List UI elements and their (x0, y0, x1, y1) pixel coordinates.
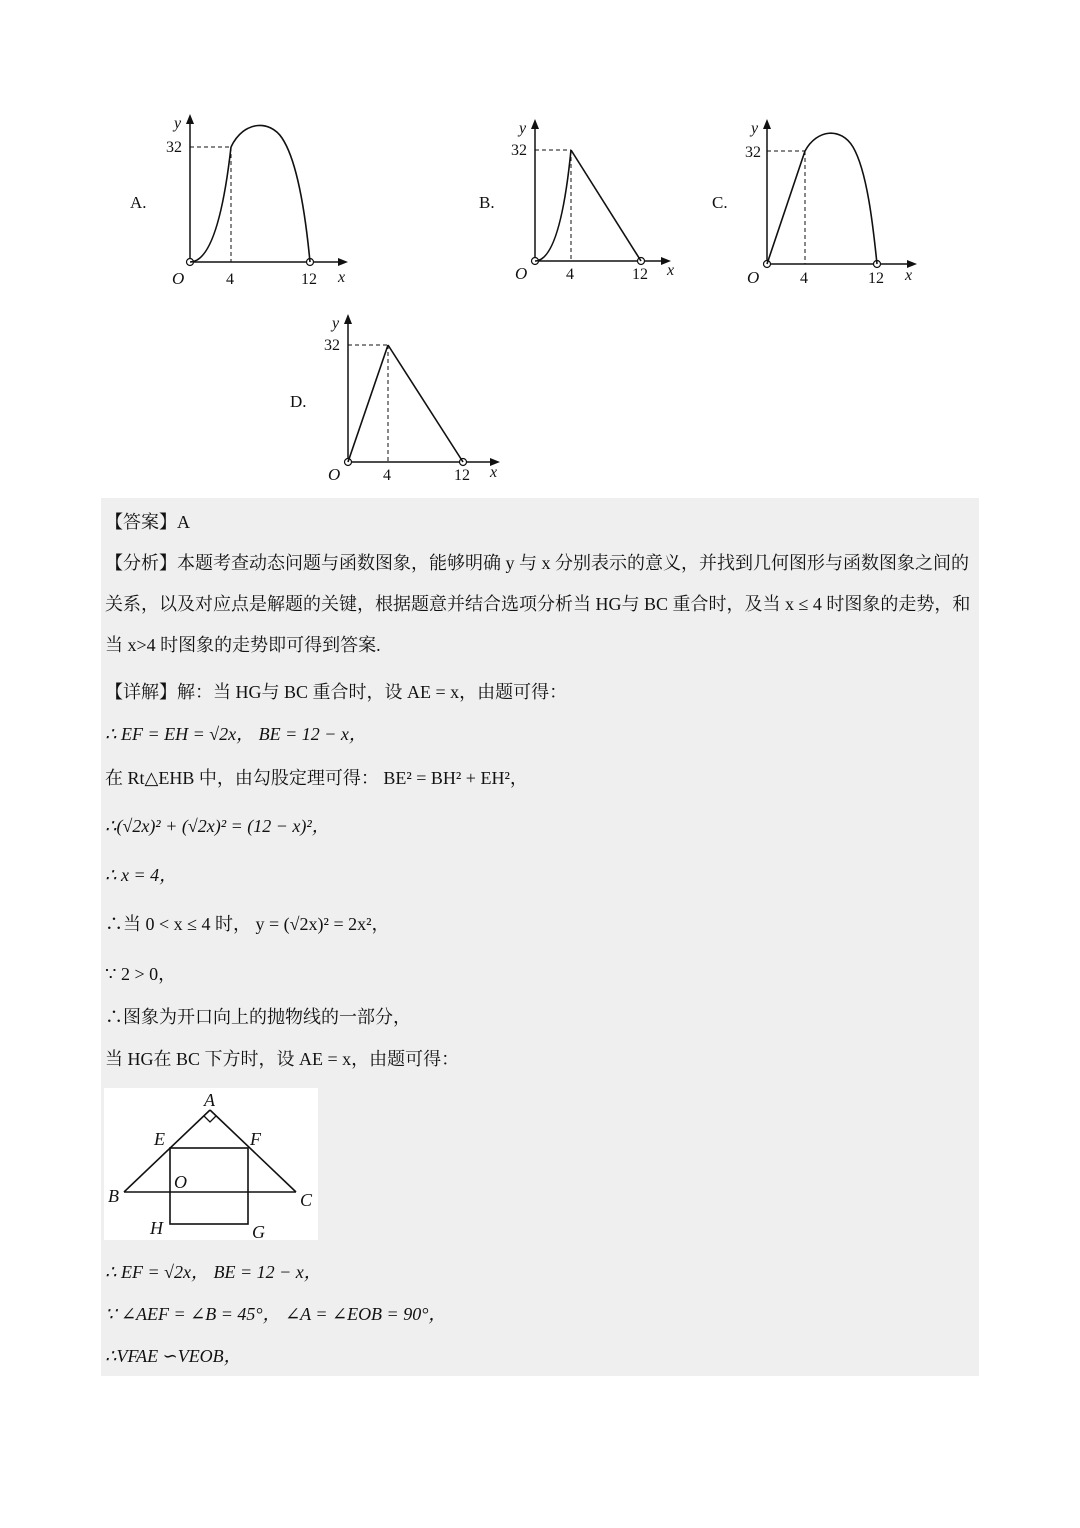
x-label: x (667, 262, 675, 279)
segment-ac (210, 1110, 296, 1192)
x-tick-12: 12 (301, 271, 317, 288)
solution-panel (101, 498, 979, 1376)
y-label: y (519, 120, 527, 137)
solution-line-6: ∴当 0 < x ≤ 4 时， y = (√2x)² = 2x²， (105, 914, 390, 934)
graph-option-a (160, 110, 360, 290)
label-b: B (108, 1186, 119, 1206)
analysis-paragraph: 【分析】本题考查动态问题与函数图象，能够明确 y 与 x 分别表示的意义，并找到几何图形与函数图象之间的关系，以及对应点是解题的关键，根据题意并结合选项分析当 HG与 BC 重合时，及当 x ≤ 4 时图象的走势，和当 x>4 时图象的走势即可得到答案. (105, 553, 971, 655)
answer-line: 【答案】A (105, 512, 190, 532)
option-a-label: A. (130, 193, 147, 212)
x-axis-arrow (338, 258, 348, 266)
label-o: O (174, 1172, 187, 1192)
origin-label: O (172, 269, 185, 288)
segment-ba (124, 1110, 210, 1192)
graph-option-d (318, 310, 508, 485)
y-tick-32: 32 (745, 144, 761, 161)
line-segment-2 (571, 150, 641, 261)
graph-option-b (505, 115, 685, 287)
x-tick-4: 4 (566, 266, 574, 283)
x-tick-4: 4 (383, 467, 391, 484)
option-c-label: C. (712, 193, 728, 212)
y-axis-arrow (186, 114, 194, 124)
curve-segment-1 (535, 150, 571, 261)
solution-line-11: ∵ ∠AEF = ∠B = 45°， ∠A = ∠EOB = 90°， (105, 1304, 447, 1324)
y-axis-arrow (763, 119, 771, 129)
label-h: H (150, 1218, 163, 1238)
line-segment-1 (767, 151, 805, 264)
y-tick-32: 32 (166, 139, 182, 156)
solution-line-9: 当 HG在 BC 下方时，设 AE = x，由题可得： (105, 1049, 460, 1069)
x-label: x (905, 267, 913, 284)
graph-option-c (737, 115, 927, 287)
geometry-figure (104, 1088, 318, 1240)
x-tick-12: 12 (454, 467, 470, 484)
x-tick-4: 4 (800, 270, 808, 287)
x-label: x (490, 464, 498, 481)
solution-line-5: ∴ x = 4， (105, 865, 178, 885)
y-axis-arrow (344, 314, 352, 324)
x-tick-4: 4 (226, 271, 234, 288)
line-segment-1 (348, 345, 388, 462)
solution-line-2: ∴ EF = EH = √2x， BE = 12 − x， (105, 724, 367, 744)
option-d-label: D. (290, 392, 307, 411)
x-tick-12: 12 (868, 270, 884, 287)
origin-label: O (328, 465, 341, 484)
label-f: F (250, 1129, 261, 1149)
solution-line-12: ∴VFAE ∽VEOB， (105, 1346, 242, 1366)
curve-segment-2 (805, 133, 877, 264)
curve-segment-2 (231, 125, 310, 262)
label-g: G (252, 1222, 265, 1240)
label-c: C (300, 1190, 313, 1210)
option-b-label: B. (479, 193, 495, 212)
y-tick-32: 32 (511, 142, 527, 159)
line-segment-2 (388, 345, 463, 462)
x-tick-12: 12 (632, 266, 648, 283)
curve-segment-1 (190, 147, 231, 262)
origin-label: O (747, 268, 760, 287)
right-angle-mark (204, 1116, 216, 1122)
y-tick-32: 32 (324, 337, 340, 354)
solution-line-4: ∴(√2x)² + (√2x)² = (12 − x)²， (105, 816, 330, 836)
label-a: A (204, 1090, 215, 1110)
solution-line-10: ∴ EF = √2x， BE = 12 − x， (105, 1262, 322, 1282)
solution-line-8: ∴图象为开口向上的抛物线的一部分， (105, 1007, 411, 1027)
y-label: y (332, 315, 340, 332)
y-label: y (174, 115, 182, 132)
y-axis-arrow (531, 119, 539, 129)
origin-label: O (515, 264, 528, 283)
label-e: E (154, 1129, 165, 1149)
x-label: x (338, 269, 346, 286)
solution-line-7: ∵ 2 > 0， (105, 964, 177, 984)
y-label: y (751, 120, 759, 137)
solution-line-3: 在 Rt△EHB 中，由勾股定理可得： BE² = BH² + EH²， (105, 768, 528, 788)
solution-line-1: 【详解】解：当 HG与 BC 重合时，设 AE = x，由题可得： (105, 682, 568, 702)
